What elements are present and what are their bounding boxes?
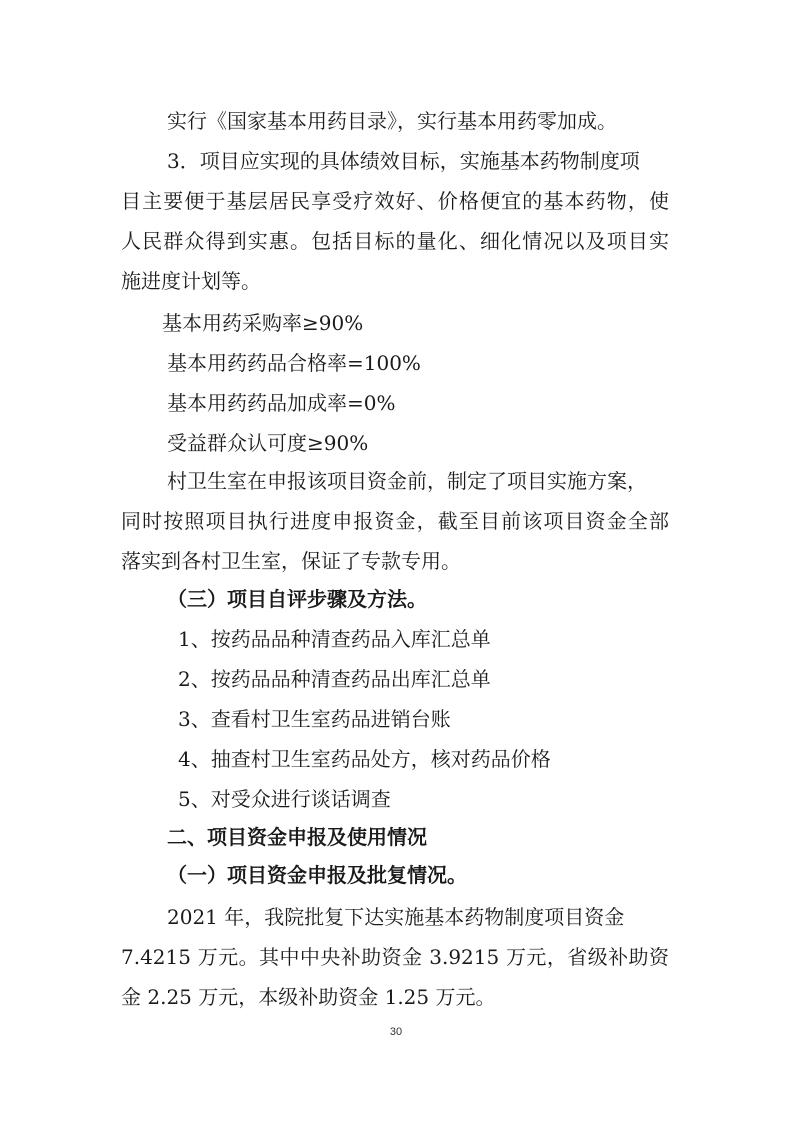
step-item: 5、对受众进行谈话调查	[178, 787, 391, 811]
step-item: 1、按药品品种清查药品入库汇总单	[178, 627, 491, 651]
section-heading: （三）项目自评步骤及方法。	[167, 587, 427, 611]
body-line: 7.4215 万元。其中中央补助资金 3.9215 万元，省级补助资	[121, 945, 669, 969]
body-line: 2021 年，我院批复下达实施基本药物制度项目资金	[167, 905, 625, 929]
body-line: 目主要便于基层居民享受疗效好、价格便宜的基本药物，使	[121, 189, 669, 213]
body-line: 3．项目应实现的具体绩效目标，实施基本药物制度项	[167, 149, 640, 173]
body-line: 村卫生室在申报该项目资金前，制定了项目实施方案，	[167, 469, 647, 493]
body-line: 金 2.25 万元，本级补助资金 1.25 万元。	[121, 985, 496, 1009]
body-line: 人民群众得到实惠。包括目标的量化、细化情况以及项目实	[121, 229, 669, 253]
page-number: 30	[389, 1026, 403, 1038]
body-line: 同时按照项目执行进度申报资金，截至目前该项目资金全部	[121, 509, 669, 533]
indicator-line: 基本用药药品合格率=100%	[167, 351, 421, 375]
body-line: 实行《国家基本用药目录》，实行基本用药零加成。	[167, 109, 617, 133]
chapter-heading: 二、项目资金申报及使用情况	[167, 825, 427, 849]
section-heading: （一）项目资金申报及批复情况。	[167, 863, 467, 887]
indicator-line: 基本用药药品加成率=0%	[167, 391, 396, 415]
step-item: 3、查看村卫生室药品进销台账	[178, 707, 451, 731]
step-item: 2、按药品品种清查药品出库汇总单	[178, 667, 491, 691]
body-line: 施进度计划等。	[121, 269, 261, 293]
step-item: 4、抽查村卫生室药品处方，核对药品价格	[178, 747, 551, 771]
indicator-line: 基本用药采购率≥90%	[162, 311, 364, 335]
indicator-line: 受益群众认可度≥90%	[167, 431, 369, 455]
body-line: 落实到各村卫生室，保证了专款专用。	[121, 549, 461, 573]
